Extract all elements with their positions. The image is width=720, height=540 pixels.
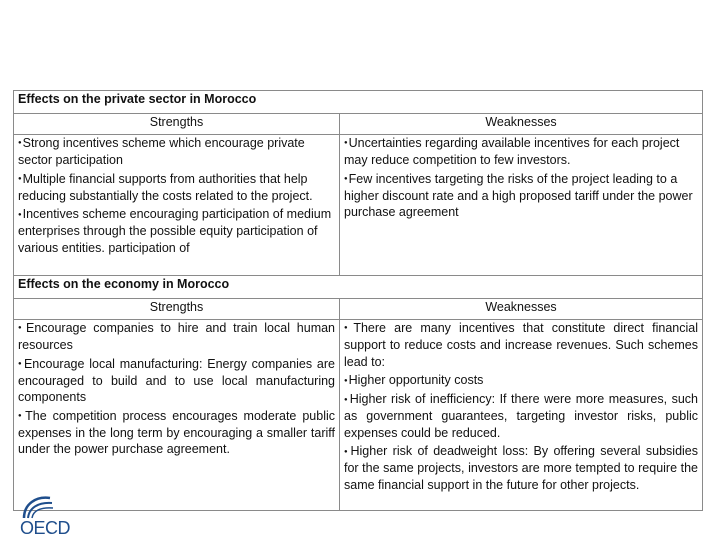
list-item: ● The competition process encourages moderate public expenses in the long term by encouraging a smaller tariff under the power purchase agreement. xyxy=(18,408,335,458)
content-row-economy xyxy=(14,320,703,511)
weaknesses-cell xyxy=(340,135,703,276)
list-item: ● There are many incentives that constitute direct financial support to reduce costs and increase revenues. Such schemes lead to: xyxy=(344,320,698,370)
header-row-private xyxy=(14,114,703,135)
section-row-economy xyxy=(14,276,703,299)
strengths-cell xyxy=(14,320,340,511)
list-item: ● Higher risk of inefficiency: If there were more measures, such as government guarantees, targeting investor risks, public expenses could be reduced. xyxy=(344,391,698,441)
header-band xyxy=(0,0,720,88)
list-item: ● Encourage companies to hire and train local human resources xyxy=(18,320,335,354)
weaknesses-header: Weaknesses xyxy=(340,114,703,135)
oecd-logo xyxy=(20,494,72,538)
list-item: ● Strong incentives scheme which encourage private sector participation xyxy=(18,135,335,169)
section-title-private: Effects on the private sector in Morocco xyxy=(14,91,703,114)
header-row-economy xyxy=(14,299,703,320)
section-title-economy: Effects on the economy in Morocco xyxy=(14,276,703,299)
list-item: ● Higher risk of deadweight loss: By offering several subsidies for the same projects, investors are more tempted to require the same financial support in the future for other projects. xyxy=(344,443,698,493)
list-item: ● Higher opportunity costs xyxy=(344,372,698,389)
content-row-private xyxy=(14,135,703,276)
list-item: ● Incentives scheme encouraging participation of medium enterprises through the possible equity participation of various entities. participation of xyxy=(18,206,335,256)
strengths-cell xyxy=(14,135,340,276)
list-item: ● Encourage local manufacturing: Energy companies are encouraged to build and to use local manufacturing components xyxy=(18,356,335,406)
list-item: ● Uncertainties regarding available incentives for each project may reduce competition to few investors. xyxy=(344,135,698,169)
strengths-header: Strengths xyxy=(14,114,340,135)
oecd-logo-icon xyxy=(20,494,60,520)
list-item: ● Multiple financial supports from authorities that help reducing substantially the costs related to the project. xyxy=(18,171,335,205)
weaknesses-header: Weaknesses xyxy=(340,299,703,320)
effects-table xyxy=(13,90,703,511)
weaknesses-cell xyxy=(340,320,703,511)
list-item: ● Few incentives targeting the risks of the project leading to a higher discount rate and a high proposed tariff under the power purchase agreement xyxy=(344,171,698,221)
section-row-private xyxy=(14,91,703,114)
strengths-header: Strengths xyxy=(14,299,340,320)
oecd-logo-text: OECD xyxy=(20,518,71,538)
